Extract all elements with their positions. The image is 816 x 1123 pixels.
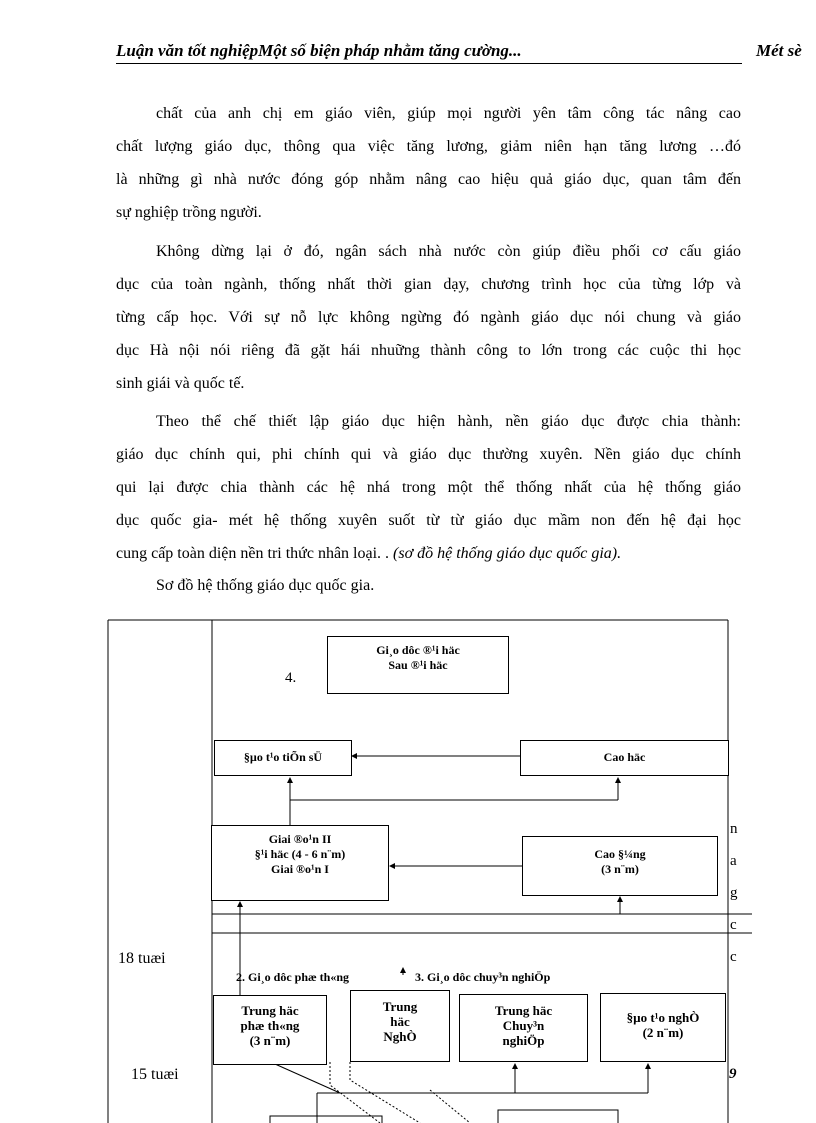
paragraph-text: cung cấp toàn diện nền tri thức nhân loại. . <box>116 545 390 562</box>
doctorate-box <box>214 740 352 776</box>
box-line: häc <box>390 1014 410 1029</box>
box-line: §µo t¹o tiÕn sÜ <box>243 750 323 764</box>
side-letter: c <box>730 949 737 965</box>
lower-box-left <box>270 1116 382 1123</box>
box-line: (3 n¨m) <box>601 862 639 876</box>
dotted-link-3 <box>430 1090 470 1123</box>
box-line: Trung häc <box>241 1003 299 1018</box>
side-letter: c <box>730 917 737 933</box>
level-4-label: 4. <box>285 670 297 686</box>
vocational-high-school-box <box>350 990 450 1062</box>
box-line: phæ th«ng <box>240 1018 300 1033</box>
side-letter: n <box>730 821 738 837</box>
paragraph-line: dục Hà nội nói riêng đã gặt hái nhuững thành công to lớn trong các cuộc thi học <box>116 342 741 359</box>
postgraduate-box <box>327 636 509 694</box>
age-15-label: 15 tuæi <box>131 1066 179 1083</box>
paragraph-line: qui lại được chia thành các hệ nhá trong một thể thống nhất của hệ thống giáo <box>116 479 741 496</box>
header-right-text: Mét sè <box>756 41 802 60</box>
diagram-reference: (sơ đồ hệ thống giáo dục quốc gia). <box>393 545 622 562</box>
box-line: Cao häc <box>603 750 646 764</box>
vocational-training-box <box>600 993 726 1062</box>
paragraph-line: từng cấp học. Với sự nỗ lực không ngừng đó ngành giáo dục nói chung và giáo <box>116 309 741 326</box>
professional-high-school-box <box>459 994 588 1062</box>
box-line: (2 n¨m) <box>642 1025 684 1040</box>
general-education-label: 2. Gi¸o dôc phæ th«ng <box>236 970 350 984</box>
box-line: Giai ®o¹n I <box>271 862 329 876</box>
box-line: §¹i häc (4 - 6 n¨m) <box>254 847 346 861</box>
box-line: Gi¸o dôc ®¹i häc <box>376 643 460 657</box>
header-title: Luận văn tốt nghiệpMột số biện pháp nhằm tăng cường... <box>116 41 522 60</box>
diagram-caption: Sơ đồ hệ thống giáo dục quốc gia. <box>156 577 375 594</box>
box-line: Trung <box>382 999 418 1014</box>
paragraph-line: sinh giái và quốc tế. <box>116 375 245 392</box>
paragraph-line: dục của toàn ngành, thống nhất thời gian dạy, chương trình học của từng lớp và <box>116 276 741 293</box>
box-line: NghÒ <box>383 1029 417 1044</box>
paragraph-line: giáo dục chính qui, phi chính qui và giáo dục thường xuyên. Nền giáo dục chính <box>116 446 741 463</box>
lower-box-right <box>498 1110 618 1123</box>
box-line: Sau ®¹i häc <box>388 658 448 672</box>
masters-box <box>520 740 729 776</box>
university-box <box>211 825 389 901</box>
paragraph-line: dục quốc gia- mét hệ thống xuyên suốt từ từ giáo dục mầm non đến hệ đại học <box>116 512 741 529</box>
paragraph-line: chất lượng giáo dục, thông qua việc tăng lương, giảm niên hạn tăng lương …đó <box>116 138 741 155</box>
college-box <box>522 836 718 896</box>
box-line: Chuy³n <box>502 1018 545 1033</box>
paragraph-line: sự nghiệp trồng người. <box>116 204 262 221</box>
box-line: nghiÖp <box>502 1033 545 1048</box>
box-line: (3 n¨m) <box>249 1033 291 1048</box>
professional-education-label: 3. Gi¸o dôc chuy³n nghiÖp <box>415 970 551 984</box>
page-mark: 9 <box>729 1066 737 1082</box>
age-18-label: 18 tuæi <box>118 950 166 967</box>
paragraph-line: Theo thể chế thiết lập giáo dục hiện hành, nền giáo dục được chia thành: <box>156 413 741 430</box>
high-school-box <box>213 995 327 1065</box>
side-letter: a <box>730 853 737 869</box>
box-line: Cao §¼ng <box>594 847 646 861</box>
box-line: Trung häc <box>494 1003 553 1018</box>
box-line: Giai ®o¹n II <box>268 832 332 846</box>
paragraph-line: chất của anh chị em giáo viên, giúp mọi người yên tâm công tác nâng cao <box>156 105 741 122</box>
box-line: §µo t¹o nghÒ <box>626 1010 700 1025</box>
side-letter: g <box>730 885 738 901</box>
paragraph-line: Không dừng lại ở đó, ngân sách nhà nước còn giúp điều phối cơ cấu giáo <box>156 243 741 260</box>
paragraph-line: là những gì nhà nước đóng góp nhằm nâng cao hiệu quả giáo dục, quan tâm đến <box>116 171 741 188</box>
